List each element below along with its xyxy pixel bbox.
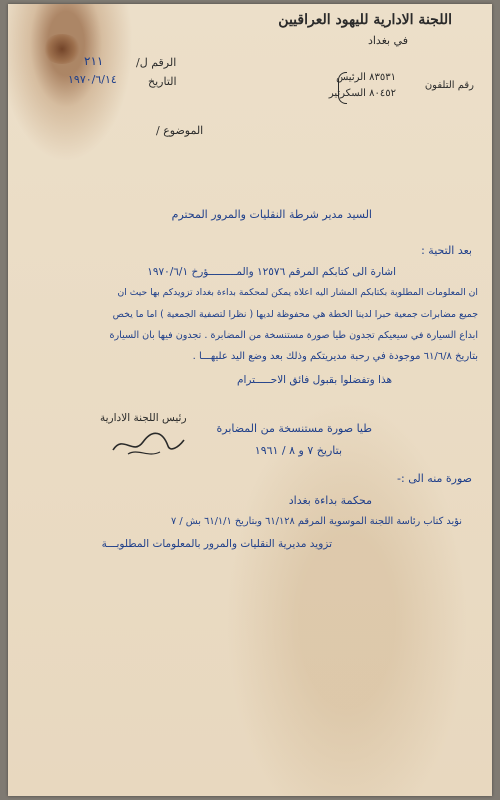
org-name: اللجنة الادارية لليهود العراقيين	[278, 12, 452, 28]
body-line-3: جميع مضابرات جمعية حبرا لدينا الخطة هي محفوظة لديها ( نظرا لتصفية الجمعية ) اما ما يخص	[112, 309, 478, 320]
phone-president: ٨٣٥٣١ الرئيس	[336, 72, 396, 83]
body-line-1: اشارة الى كتابكم المرقم ١٢٥٧٦ والمـــــــــؤرخ ١٩٧٠/٦/١	[147, 266, 396, 278]
stain	[42, 34, 82, 64]
body-line-2: ان المعلومات المطلوبة بكتابكم المشار اليه اعلاه يمكن لمحكمة بداءة بغداد تزويدكم بها حيث ان	[117, 287, 478, 298]
phone-label: رقم التلفون	[424, 80, 474, 91]
letter-page	[8, 4, 492, 796]
date-value: ١٩٧٠/٦/١٤	[68, 73, 117, 86]
date-label: التاريخ	[148, 75, 177, 88]
greeting: بعد التحية :	[421, 244, 472, 257]
subject-label: الموضوع /	[156, 124, 204, 137]
signature	[108, 428, 188, 460]
copy-court: محكمة بداءة بغداد	[288, 494, 372, 507]
ref-number-value: ٢١١	[84, 54, 104, 68]
copy-line-1: نؤيد كتاب رئاسة اللجنة الموسوية المرقم ٦١/١٢٨ وبتاريخ ٦١/١/١ بش / ٧	[170, 516, 462, 527]
body-line-5: بتاريخ ٦١/٦/٨ موجودة في رحبة مديريتكم وذلك بعد وضع اليد عليهـــا .	[192, 351, 478, 362]
phone-secretary: ٨٠٤٥٢ السكرتير	[328, 88, 396, 99]
org-city: في بغداد	[367, 34, 408, 47]
body-line-4: ابداع السيارة في سيعيكم تجدون طيا صورة مستنسخة من المضابرة . تجدون فيها بان السيارة	[109, 330, 478, 341]
copy-line-2: تزويد مديرية النقليات والمرور بالمعلومات المطلوبـــة	[101, 538, 332, 550]
enclosure-2: بتاريخ ٧ و ٨ / ١٩٦١	[254, 444, 342, 457]
addressee: السيد مدير شرطة النقليات والمرور المحترم	[171, 208, 372, 221]
ref-number-label: الرقم ل/	[136, 56, 177, 69]
signature-title: رئيس اللجنة الادارية	[100, 412, 187, 424]
closing: هذا وتفضلوا بقبول فائق الاحـــــترام	[236, 374, 392, 386]
copy-to: صورة منه الى :-	[397, 472, 472, 485]
enclosure-1: طيا صورة مستنسخة من المضابرة	[216, 422, 372, 435]
